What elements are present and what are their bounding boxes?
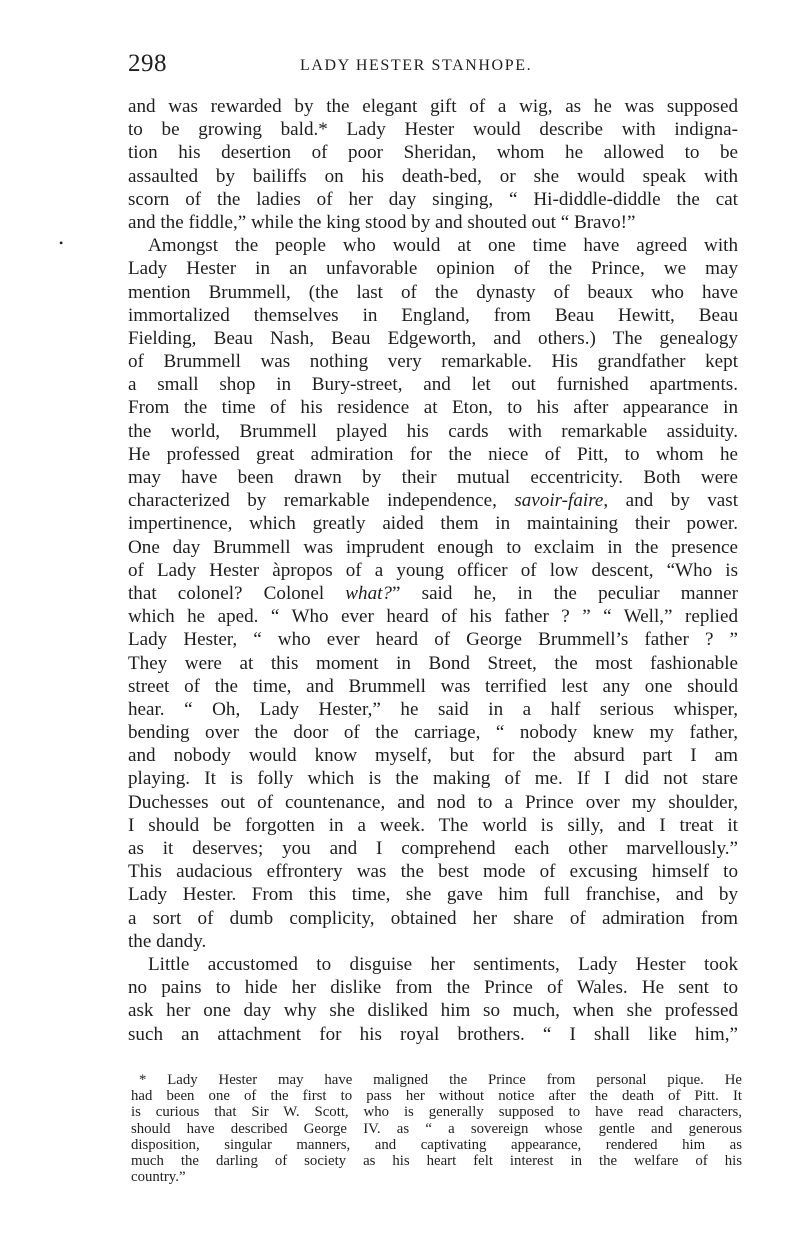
footnote-line: should have described George IV. as “ a sovereign whose gentle and generous <box>131 1120 742 1137</box>
body-line: a small shop in Bury-street, and let out furnished apartments. <box>128 374 738 396</box>
body-line: the world, Brummell played his cards with remarkable assiduity. <box>128 420 738 442</box>
body-line: They were at this moment in Bond Street, the most fashionable <box>128 652 738 674</box>
footnote <box>131 1072 742 1185</box>
body-line: playing. It is folly which is the making of me. If I did not stare <box>128 768 738 790</box>
body-line: such an attachment for his royal brothers. “ I shall like him,” <box>128 1023 738 1045</box>
body-line: Lady Hester in an unfavorable opinion of the Prince, we may <box>128 258 738 280</box>
italic-phrase: what? <box>345 582 392 604</box>
body-line: street of the time, and Brummell was terrified lest any one should <box>128 675 738 697</box>
body-line: mention Brummell, (the last of the dynasty of beaux who have <box>128 281 738 303</box>
body-text <box>128 95 738 1046</box>
body-line: of Lady Hester àpropos of a young officer of low descent, “Who is <box>128 559 738 581</box>
body-line: and the fiddle,” while the king stood by and shouted out “ Bravo!” <box>128 211 636 233</box>
footnote-line: is curious that Sir W. Scott, who is generally supposed to have read characters, <box>131 1104 742 1121</box>
paragraph-start: Amongst the people who would at one time have agreed with <box>148 235 738 257</box>
italic-phrase: savoir-faire <box>514 490 604 512</box>
body-line: and was rewarded by the elegant gift of a wig, as he was supposed <box>128 96 738 117</box>
body-line: From the time of his residence at Eton, to his after appearance in <box>128 397 738 419</box>
body-line: that colonel? Colonel what?” said he, in the peculiar manner <box>128 582 738 604</box>
page-header <box>128 50 740 82</box>
body-line: immortalized themselves in England, from Beau Hewitt, Beau <box>128 304 738 326</box>
running-title: LADY HESTER STANHOPE. <box>300 57 533 74</box>
footnote-line: * Lady Hester may have maligned the Prince from personal pique. He <box>139 1072 742 1088</box>
body-line: This audacious effrontery was the best mode of excusing himself to <box>128 861 738 883</box>
body-line: to be growing bald.* Lady Hester would describe with indigna- <box>128 119 738 141</box>
body-line: Fielding, Beau Nash, Beau Edgeworth, and others.) The genealogy <box>128 327 738 349</box>
body-line: bending over the door of the carriage, “ nobody knew my father, <box>128 722 738 744</box>
body-line: tion his desertion of poor Sheridan, whom he allowed to be <box>128 142 738 164</box>
body-line: and nobody would know myself, but for the absurd part I am <box>128 745 738 767</box>
body-line: He professed great admiration for the niece of Pitt, to whom he <box>128 443 738 465</box>
body-line: One day Brummell was imprudent enough to exclaim in the presence <box>128 536 738 558</box>
margin-mark: • <box>59 236 64 250</box>
body-line: I should be forgotten in a week. The world is silly, and I treat it <box>128 814 738 836</box>
body-line: Duchesses out of countenance, and nod to a Prince over my shoulder, <box>128 791 738 813</box>
body-line: characterized by remarkable independence, savoir-faire, and by vast <box>128 490 739 512</box>
paragraph-start: Little accustomed to disguise her sentiments, Lady Hester took <box>148 953 738 975</box>
body-line: of Brummell was nothing very remarkable. His grandfather kept <box>128 351 738 373</box>
body-line: assaulted by bailiffs on his death-bed, or she would speak with <box>128 165 738 187</box>
body-line: scorn of the ladies of her day singing, “ Hi-diddle-diddle the cat <box>128 188 738 210</box>
body-line: Lady Hester. From this time, she gave him full franchise, and by <box>128 884 738 906</box>
footnote-line: country.” <box>131 1169 186 1186</box>
body-line: the dandy. <box>128 930 207 952</box>
body-line: which he aped. “ Who ever heard of his father ? ” “ Well,” replied <box>128 606 738 628</box>
footnote-line: had been one of the first to pass her without notice after the death of Pitt. It <box>131 1088 742 1105</box>
body-line: impertinence, which greatly aided them in maintaining their power. <box>128 513 738 535</box>
body-line: hear. “ Oh, Lady Hester,” he said in a half serious whisper, <box>128 698 738 720</box>
body-line: Lady Hester, “ who ever heard of George Brummell’s father ? ” <box>128 629 738 651</box>
page-number: 298 <box>128 50 167 77</box>
body-line: a sort of dumb complicity, obtained her share of admiration from <box>128 907 738 929</box>
body-line: may have been drawn by their mutual eccentricity. Both were <box>128 467 738 488</box>
body-line: as it deserves; you and I comprehend each other marvellously.” <box>128 838 738 859</box>
body-line: no pains to hide her dislike from the Prince of Wales. He sent to <box>128 977 738 999</box>
body-line: ask her one day why she disliked him so much, when she professed <box>128 1000 738 1022</box>
footnote-line: disposition, singular manners, and captivating appearance, rendered him as <box>131 1136 742 1153</box>
footnote-line: much the darling of society as his heart felt interest in the welfare of his <box>131 1152 742 1169</box>
